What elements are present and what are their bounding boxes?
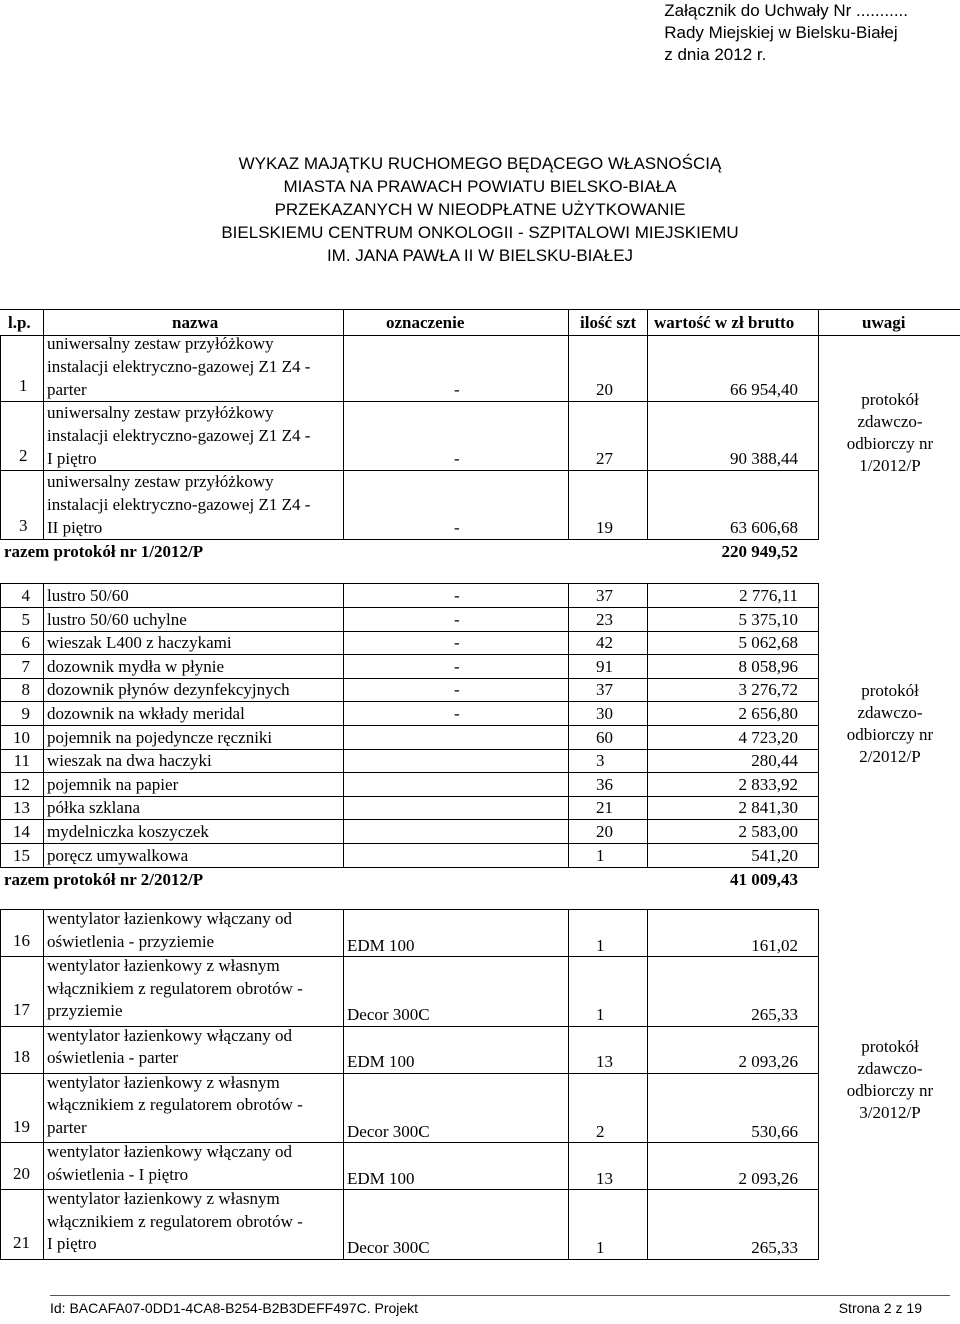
row-2-oznaczenie: - bbox=[454, 449, 460, 468]
row-2-nazwa-line: uniwersalny zestaw przyłóżkowy bbox=[47, 403, 274, 422]
row-18-oznaczenie: EDM 100 bbox=[347, 1052, 415, 1071]
header-divider bbox=[647, 309, 648, 336]
column-header-oznaczenie: oznaczenie bbox=[386, 313, 465, 332]
note-line: zdawczo- bbox=[857, 1059, 923, 1078]
row-3-ilosc: 19 bbox=[596, 518, 613, 537]
row-1-nazwa-line: uniwersalny zestaw przyłóżkowy bbox=[47, 334, 274, 353]
row-21-ilosc: 1 bbox=[596, 1238, 605, 1257]
note-line: odbiorczy nr bbox=[846, 434, 934, 453]
row-19-lp: 19 bbox=[13, 1116, 30, 1136]
row-17-nazwa-line: przyziemie bbox=[47, 1001, 123, 1020]
row-21-wartosc: 265,33 bbox=[751, 1238, 798, 1257]
row-8-ilosc: 37 bbox=[596, 680, 613, 700]
note-line: zdawczo- bbox=[857, 703, 923, 722]
row-20-oznaczenie: EDM 100 bbox=[347, 1168, 415, 1188]
row-16-nazwa-line: oświetlenia - przyziemie bbox=[47, 931, 215, 951]
attachment-header bbox=[664, 0, 908, 66]
row-12-ilosc: 36 bbox=[596, 774, 613, 794]
row-7-lp: 7 bbox=[21, 656, 30, 676]
header-top-border bbox=[0, 309, 960, 310]
row-6-oznaczenie: - bbox=[454, 633, 460, 653]
row-12-wartosc: 2 833,92 bbox=[738, 774, 798, 794]
row-19-oznaczenie: Decor 300C bbox=[347, 1121, 430, 1141]
grid-line bbox=[0, 470, 819, 471]
grid-line bbox=[568, 909, 569, 1260]
row-21-nazwa bbox=[47, 1188, 303, 1256]
row-14-nazwa: mydelniczka koszyczek bbox=[47, 822, 209, 841]
column-header-ilosc: ilość szt bbox=[580, 313, 637, 332]
row-19-nazwa-line: wentylator łazienkowy z własnym bbox=[47, 1072, 280, 1092]
row-14-ilosc: 20 bbox=[596, 822, 613, 841]
grid-line bbox=[343, 909, 344, 1260]
grid-line bbox=[0, 335, 1, 539]
group-3-note bbox=[820, 1036, 960, 1124]
row-17-nazwa bbox=[47, 955, 303, 1023]
row-11-wartosc: 280,44 bbox=[751, 751, 798, 771]
grid-line bbox=[647, 335, 648, 539]
row-16-nazwa-line: wentylator łazienkowy włączany od bbox=[47, 909, 292, 928]
row-17-nazwa-line: włącznikiem z regulatorem obrotów - bbox=[47, 978, 303, 998]
row-7-wartosc: 8 058,96 bbox=[738, 656, 798, 676]
footer-divider bbox=[50, 1295, 950, 1296]
note-line: protokół bbox=[861, 681, 919, 700]
row-1-wartosc: 66 954,40 bbox=[730, 380, 798, 399]
row-4-nazwa: lustro 50/60 bbox=[47, 586, 129, 605]
row-9-nazwa: dozownik na wkłady meridal bbox=[47, 704, 245, 723]
row-14-lp: 14 bbox=[13, 822, 30, 841]
row-18-wartosc: 2 093,26 bbox=[738, 1052, 798, 1071]
row-12-lp: 12 bbox=[13, 774, 30, 794]
row-11-ilosc: 3 bbox=[596, 751, 605, 771]
grid-line bbox=[647, 909, 648, 1260]
header-divider bbox=[343, 309, 344, 336]
row-7-ilosc: 91 bbox=[596, 656, 613, 676]
row-16-lp: 16 bbox=[13, 930, 30, 950]
row-5-nazwa: lustro 50/60 uchylne bbox=[47, 609, 187, 629]
row-17-nazwa-line: wentylator łazienkowy z własnym bbox=[47, 956, 280, 975]
grid-line bbox=[43, 909, 44, 1260]
grid-line bbox=[343, 583, 344, 867]
group-2-total-label: razem protokół nr 2/2012/P bbox=[4, 870, 204, 890]
row-21-nazwa-line: włącznikiem z regulatorem obrotów - bbox=[47, 1211, 303, 1231]
note-line: 3/2012/P bbox=[859, 1103, 921, 1122]
row-3-nazwa bbox=[47, 470, 310, 539]
row-20-nazwa bbox=[47, 1141, 292, 1186]
group-2-total-value: 41 009,43 bbox=[730, 870, 798, 890]
row-8-lp: 8 bbox=[21, 680, 30, 700]
row-8-nazwa: dozownik płynów dezynfekcyjnych bbox=[47, 680, 290, 700]
footer-page-number: Strona 2 z 19 bbox=[838, 1300, 922, 1316]
row-13-lp: 13 bbox=[13, 798, 30, 818]
row-1-nazwa-line: parter bbox=[47, 380, 87, 399]
row-6-wartosc: 5 062,68 bbox=[738, 633, 798, 653]
row-8-wartosc: 3 276,72 bbox=[738, 680, 798, 700]
row-20-nazwa-line: wentylator łazienkowy włączany od bbox=[47, 1142, 292, 1161]
title-line-1: WYKAZ MAJĄTKU RUCHOMEGO BĘDĄCEGO WŁASNOŚCIĄ bbox=[238, 154, 722, 173]
grid-line bbox=[568, 583, 569, 867]
row-5-oznaczenie: - bbox=[454, 609, 460, 629]
grid-line bbox=[343, 335, 344, 539]
header-divider bbox=[818, 309, 819, 336]
row-9-oznaczenie: - bbox=[454, 704, 460, 723]
row-20-lp: 20 bbox=[13, 1163, 30, 1183]
grid-line bbox=[818, 335, 819, 539]
row-3-oznaczenie: - bbox=[454, 518, 460, 537]
footer-document-id: Id: BACAFA07-0DD1-4CA8-B254-B2B3DEFF497C. Projekt bbox=[50, 1300, 419, 1316]
row-2-lp: 2 bbox=[19, 446, 28, 465]
grid-line bbox=[568, 335, 569, 539]
note-line: 2/2012/P bbox=[859, 747, 921, 766]
grid-line bbox=[43, 335, 44, 539]
row-3-nazwa-line: II piętro bbox=[47, 518, 103, 537]
group-1-total-value: 220 949,52 bbox=[721, 542, 798, 561]
row-5-wartosc: 5 375,10 bbox=[738, 609, 798, 629]
row-11-nazwa: wieszak na dwa haczyki bbox=[47, 751, 212, 771]
row-18-nazwa-line: oświetlenia - parter bbox=[47, 1048, 179, 1067]
row-2-ilosc: 27 bbox=[596, 449, 613, 468]
grid-line bbox=[0, 909, 1, 1260]
grid-line bbox=[0, 539, 819, 540]
row-6-ilosc: 42 bbox=[596, 633, 613, 653]
row-10-lp: 10 bbox=[13, 727, 30, 747]
row-6-lp: 6 bbox=[21, 633, 30, 653]
group-1-total-label: razem protokół nr 1/2012/P bbox=[4, 542, 204, 561]
title-line-2: MIASTA NA PRAWACH POWIATU BIELSKO-BIAŁA bbox=[283, 177, 677, 196]
row-1-ilosc: 20 bbox=[596, 380, 613, 399]
row-18-ilosc: 13 bbox=[596, 1052, 613, 1071]
grid-line bbox=[818, 909, 819, 1260]
grid-line bbox=[0, 401, 819, 402]
row-10-nazwa: pojemnik na pojedyncze ręczniki bbox=[47, 727, 273, 747]
row-6-nazwa: wieszak L400 z haczykami bbox=[47, 633, 232, 653]
row-9-lp: 9 bbox=[21, 704, 30, 723]
row-17-ilosc: 1 bbox=[596, 1005, 605, 1024]
row-1-nazwa-line: instalacji elektryczno-gazowej Z1 Z4 - bbox=[47, 357, 311, 376]
row-15-ilosc: 1 bbox=[596, 845, 605, 865]
title-line-4: BIELSKIEMU CENTRUM ONKOLOGII - SZPITALOWI MIEJSKIEMU bbox=[221, 223, 739, 242]
row-4-lp: 4 bbox=[21, 586, 30, 605]
row-18-nazwa-line: wentylator łazienkowy włączany od bbox=[47, 1025, 292, 1045]
note-line: odbiorczy nr bbox=[846, 725, 934, 744]
row-19-nazwa-line: parter bbox=[47, 1117, 87, 1137]
row-21-oznaczenie: Decor 300C bbox=[347, 1238, 430, 1257]
note-line: zdawczo- bbox=[857, 412, 923, 431]
row-4-oznaczenie: - bbox=[454, 586, 460, 605]
row-12-nazwa: pojemnik na papier bbox=[47, 774, 179, 794]
row-17-oznaczenie: Decor 300C bbox=[347, 1005, 430, 1024]
column-header-uwagi: uwagi bbox=[862, 313, 906, 332]
row-16-nazwa bbox=[47, 908, 292, 953]
row-2-nazwa bbox=[47, 401, 310, 470]
row-10-wartosc: 4 723,20 bbox=[738, 727, 798, 747]
column-header-nazwa: nazwa bbox=[172, 313, 219, 332]
row-15-nazwa: poręcz umywalkowa bbox=[47, 845, 189, 865]
title-line-5: IM. JANA PAWŁA II W BIELSKU-BIAŁEJ bbox=[326, 246, 634, 265]
row-2-nazwa-line: instalacji elektryczno-gazowej Z1 Z4 - bbox=[47, 426, 311, 445]
row-16-wartosc: 161,02 bbox=[751, 935, 798, 955]
grid-line bbox=[0, 583, 1, 867]
title-line-3: PRZEKAZANYCH W NIEODPŁATNE UŻYTKOWANIE bbox=[274, 200, 686, 219]
row-4-ilosc: 37 bbox=[596, 586, 613, 605]
row-13-wartosc: 2 841,30 bbox=[738, 798, 798, 818]
document-title bbox=[0, 152, 960, 267]
row-7-nazwa: dozownik mydła w płynie bbox=[47, 656, 225, 676]
row-14-wartosc: 2 583,00 bbox=[738, 822, 798, 841]
row-5-lp: 5 bbox=[21, 609, 30, 629]
row-17-lp: 17 bbox=[13, 1000, 30, 1019]
row-21-lp: 21 bbox=[13, 1233, 30, 1252]
row-13-nazwa: półka szklana bbox=[47, 798, 140, 818]
row-3-nazwa-line: instalacji elektryczno-gazowej Z1 Z4 - bbox=[47, 495, 311, 514]
row-20-nazwa-line: oświetlenia - I piętro bbox=[47, 1164, 189, 1184]
row-19-nazwa bbox=[47, 1072, 303, 1140]
row-9-ilosc: 30 bbox=[596, 704, 613, 723]
row-4-wartosc: 2 776,11 bbox=[739, 586, 798, 605]
row-3-nazwa-line: uniwersalny zestaw przyłóżkowy bbox=[47, 472, 274, 491]
header-line-1: Załącznik do Uchwały Nr ........... bbox=[664, 1, 908, 20]
note-line: protokół bbox=[861, 1037, 919, 1056]
note-line: protokół bbox=[861, 390, 919, 409]
grid-line bbox=[0, 583, 819, 584]
group-1-note bbox=[820, 389, 960, 477]
column-header-lp: l.p. bbox=[8, 313, 31, 332]
row-18-lp: 18 bbox=[13, 1047, 30, 1066]
row-20-wartosc: 2 093,26 bbox=[738, 1168, 798, 1188]
header-line-3: z dnia 2012 r. bbox=[664, 45, 767, 64]
grid-line bbox=[818, 583, 819, 867]
row-15-wartosc: 541,20 bbox=[751, 845, 798, 865]
row-11-lp: 11 bbox=[13, 751, 30, 771]
row-10-ilosc: 60 bbox=[596, 727, 613, 747]
note-line: odbiorczy nr bbox=[846, 1081, 934, 1100]
row-7-oznaczenie: - bbox=[454, 656, 460, 676]
row-17-wartosc: 265,33 bbox=[751, 1005, 798, 1024]
header-divider bbox=[43, 309, 44, 336]
row-3-lp: 3 bbox=[19, 516, 28, 535]
row-1-oznaczenie: - bbox=[454, 380, 460, 399]
row-18-nazwa bbox=[47, 1025, 292, 1070]
row-19-ilosc: 2 bbox=[596, 1121, 605, 1141]
header-line-2: Rady Miejskiej w Bielsku-Białej bbox=[664, 23, 898, 42]
grid-line bbox=[0, 1259, 819, 1260]
row-2-nazwa-line: I piętro bbox=[47, 449, 97, 468]
row-21-nazwa-line: I piętro bbox=[47, 1234, 97, 1253]
row-19-wartosc: 530,66 bbox=[751, 1121, 798, 1141]
row-3-wartosc: 63 606,68 bbox=[730, 518, 798, 537]
row-1-lp: 1 bbox=[19, 376, 28, 395]
row-5-ilosc: 23 bbox=[596, 609, 613, 629]
row-15-lp: 15 bbox=[13, 845, 30, 865]
row-9-wartosc: 2 656,80 bbox=[738, 704, 798, 723]
row-2-wartosc: 90 388,44 bbox=[730, 449, 798, 468]
row-21-nazwa-line: wentylator łazienkowy z własnym bbox=[47, 1189, 280, 1208]
grid-line bbox=[43, 583, 44, 867]
row-19-nazwa-line: włącznikiem z regulatorem obrotów - bbox=[47, 1095, 303, 1114]
row-1-nazwa bbox=[47, 332, 310, 401]
row-20-ilosc: 13 bbox=[596, 1168, 613, 1188]
header-divider bbox=[568, 309, 569, 336]
row-13-ilosc: 21 bbox=[596, 798, 613, 818]
note-line: 1/2012/P bbox=[859, 456, 921, 475]
column-header-wartosc: wartość w zł brutto bbox=[654, 313, 795, 332]
row-8-oznaczenie: - bbox=[454, 680, 460, 700]
row-16-oznaczenie: EDM 100 bbox=[347, 935, 415, 955]
grid-line bbox=[647, 583, 648, 867]
group-2-note bbox=[820, 680, 960, 768]
row-16-ilosc: 1 bbox=[596, 935, 605, 955]
